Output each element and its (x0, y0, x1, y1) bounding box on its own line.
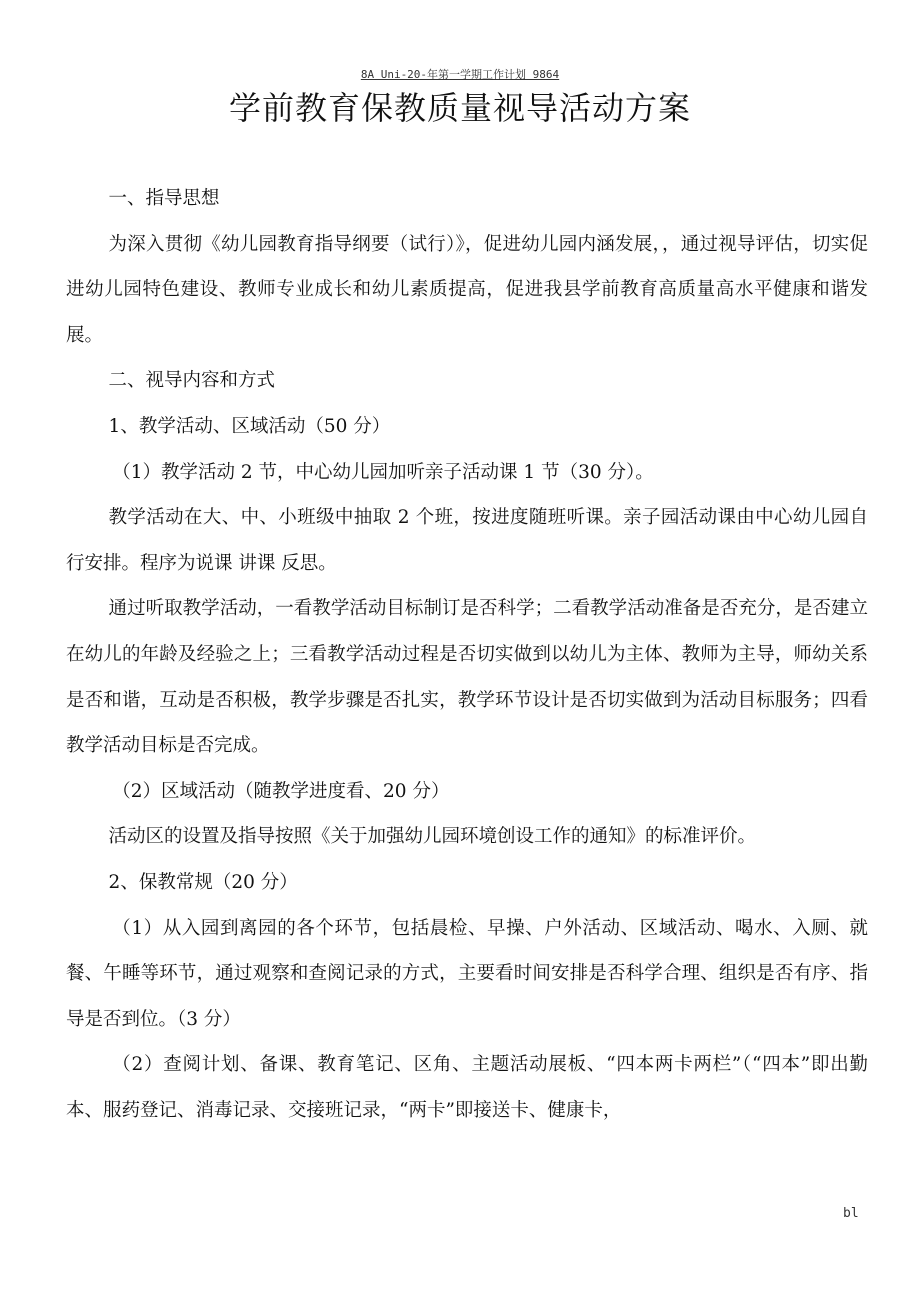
paragraph-teaching-selection: 教学活动在大、中、小班级中抽取 2 个班，按进度随班听课。亲子园活动课由中心幼儿园自行安排。程序为说课 讲课 反思。 (66, 507, 868, 574)
paragraph-area-standard: 活动区的设置及指导按照《关于加强幼儿园环境创设工作的通知》的标准评价。 (108, 826, 757, 848)
subitem-teaching-activity: （1）教学活动 2 节，中心幼儿园加听亲子活动课 1 节（30 分）。 (112, 461, 654, 483)
header-note-text: 8A Uni-20-年第一学期工作计划 9864 (360, 68, 560, 81)
subitem-area-activity: （2）区域活动（随教学进度看、20 分） (112, 780, 450, 802)
section-heading-guiding-thought: 一、指导思想 (108, 188, 220, 209)
header-note (0, 68, 920, 82)
item-heading-teaching-activities: 1、教学活动、区域活动（50 分） (108, 415, 391, 437)
page-number: bl (843, 1206, 859, 1221)
document-title: 学前教育保教质量视导活动方案 (228, 89, 691, 127)
document-body (66, 176, 868, 1133)
subitem-records-review: （2）查阅计划、备课、教育笔记、区角、主题活动展板、“四本两卡两栏”（“四本”即出勤本、服药登记、消毒记录、交接班记录，“两卡”即接送卡、健康卡， (66, 1054, 868, 1121)
section-heading-content-method: 二、视导内容和方式 (108, 370, 276, 392)
item-heading-care-routine: 2、保教常规（20 分） (108, 871, 298, 893)
subitem-daily-routine: （1）从入园到离园的各个环节，包括晨检、早操、户外活动、区域活动、喝水、入厕、就餐、午睡等环节，通过观察和查阅记录的方式，主要看时间安排是否科学合理、组织是否有序、指导是否到位。（3 分） (66, 917, 868, 1030)
paragraph-teaching-evaluation: 通过听取教学活动，一看教学活动目标制订是否科学；二看教学活动准备是否充分，是否建立在幼儿的年龄及经验之上；三看教学活动过程是否切实做到以幼儿为主体、教师为主导，师幼关系是否和谐，互动是否积极，教学步骤是否扎实，教学环节设计是否切实做到为活动目标服务；四看教学活动目标是否完成。 (66, 598, 868, 757)
paragraph-purpose: 为深入贯彻《幼儿园教育指导纲要（试行）》，促进幼儿园内涵发展，，通过视导评估，切实促进幼儿园特色建设、教师专业成长和幼儿素质提高，促进我县学前教育高质量高水平健康和谐发展。 (66, 233, 868, 346)
